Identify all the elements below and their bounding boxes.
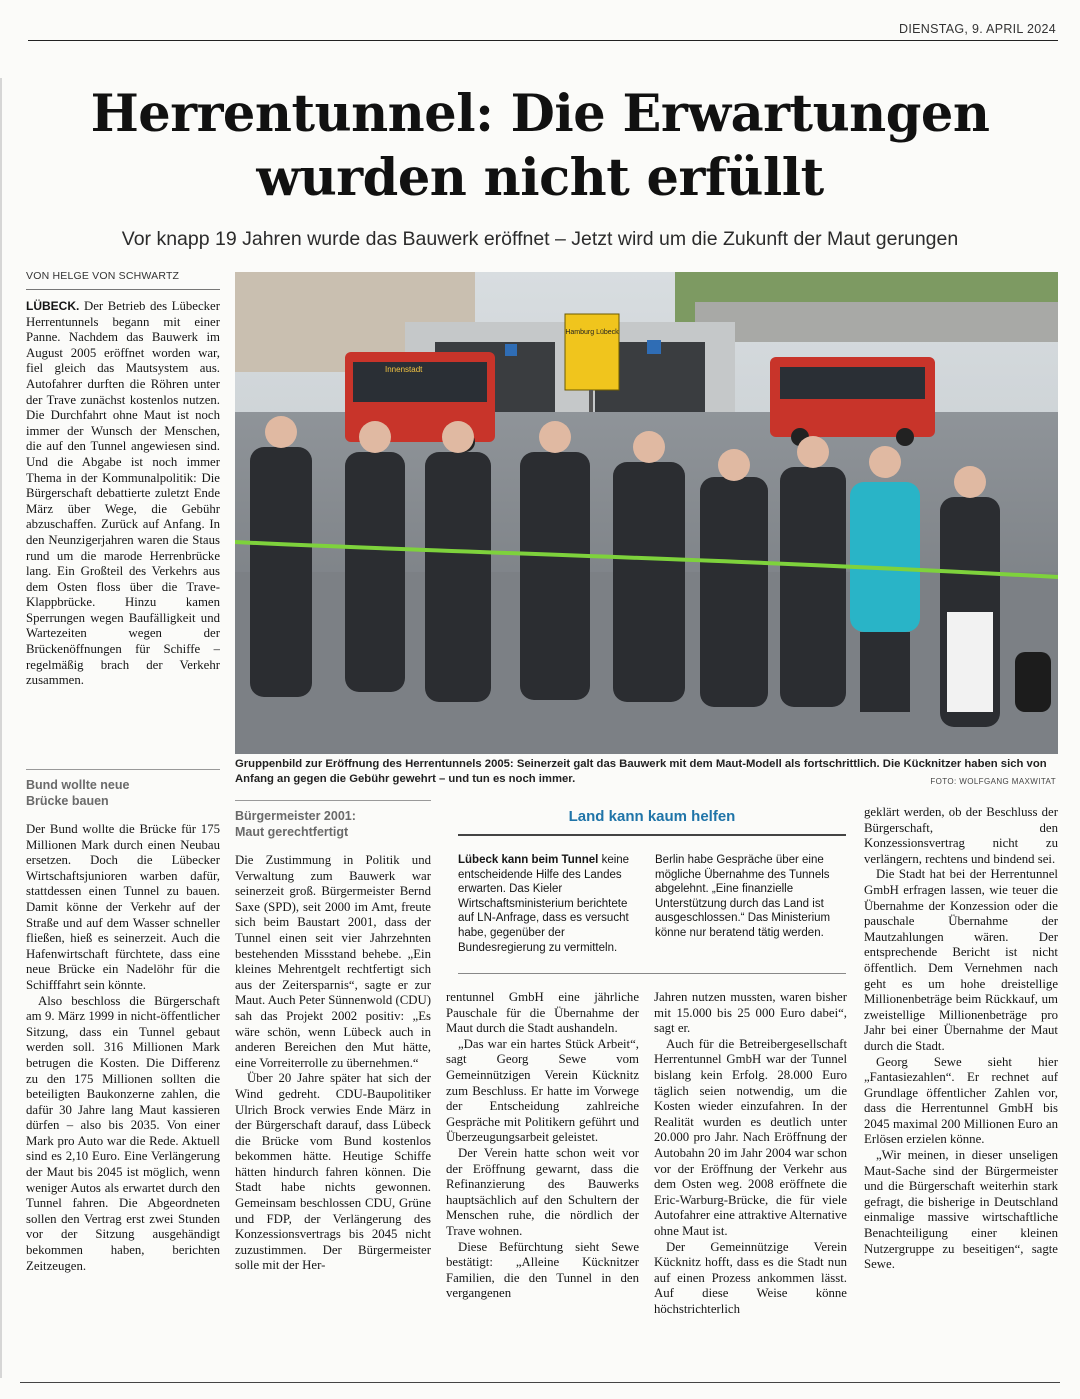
paragraph: Der Bund wollte die Brücke für 175 Millionen Mark durch einen Neubau ersetzen. Doch die Lübecker Wirtschaftsjunioren warben dafür, stattdessen einen Tunnel zu bauen. Damit könne der Verkehr auf der Straße und auf dem Wasser schneller fließen, hieß es seinerzeit. Auch die Hafenwirtschaft fürchtete, dass eine neue Brücke ein Nadelöhr für die Schifffahrt sein könnte. [26,822,220,992]
place-name: LÜBECK. [26,299,80,313]
photo-tunnel-opening [235,272,1058,754]
paragraph: „Wir meinen, in dieser unseligen Maut-Sache sind der Bürgermeister und die Bürgerschaft weiterhin stark gefragt, die bisherige in Deutschland einmalige massive wirtschaftliche Benachteiligung einer kleinen Nutzergruppe zu beseitigen“, sagte Sewe. [864,1148,1058,1272]
paragraph: Jahren nutzen mussten, waren bisher mit 15.000 bis 25 000 Euro dabei“, sagt er. [654,990,847,1036]
byline: VON HELGE VON SCHWARTZ [26,270,180,282]
article-column-5 [864,805,1058,1375]
article-column-4 [654,990,847,1373]
paragraph: rentunnel GmbH eine jährliche Pauschale für die Übernahme der Maut durch die Stadt aushandeln. [446,990,639,1036]
headline-line-1: Herrentunnel: Die Erwartungen [90,84,990,144]
bus-destination-text: Innenstadt [385,365,423,374]
paragraph: Also beschloss die Bürgerschaft am 9. März 1999 in nicht-öffentlicher Sitzung, dass ein Tunnel gebaut werden soll. 316 Millionen Mark betrugen die Kosten. Die Differenz zu den 175 Millionen sollten die beteiligten Baukonzerne zahlen, die dafür 30 Jahre lang Maut kassieren dürfen – also bis 2035. Von einer Mark pro Auto war die Rede. Aktuell sind es 2,10 Euro. Eine Verlängerung der Maut bis 2045 ist möglich, wenn weniger Autos als erwartet durch den Tunnel fahren. Die Abgeordneten sollen den Vertrag erst zwei Stunden vor der Sitzung ausgehändigt bekommen haben, berichten Zeitzeugen. [26,993,220,1273]
paragraph: Über 20 Jahre später hat sich der Wind gedreht. CDU-Baupolitiker Ulrich Brock verwies Ende März in der Bürgerschaft darauf, dass Lübeck die Brücke vom Bund kostenlos bekommen hätte. Heutige Schiffe hätten hindurch fahren können. Die Stadt habe nichts gewonnen. Gemeinsam beschlossen CDU, Grüne und FDP, der Verlängerung des Konzessionsvertrags bis 2045 nicht zuzustimmen. Der Bürgermeister solle mit der Her- [235,1071,431,1273]
paragraph: Die Stadt hat bei der Herrentunnel GmbH erfragen lassen, wie teuer die Übernahme der Konzession oder die pauschale Übernahme der Mautzahlungen wären. Der entsprechende Bericht ist nicht öffentlich. Dem Vernehmen nach geht es um hohe dreistellige Millionenbeträge beim Rückkauf, um zweistellige Millionenbeträge pro Jahr bei einer Übernahme der Maut durch die Stadt. [864,867,1058,1053]
paragraph: geklärt werden, ob der Beschluss der Bürgerschaft, den Konzessionsvertrag nicht zu verlängern, rechtens und bindend sei. [864,805,1058,866]
subtitle-rule [235,800,431,801]
infobox-column-1: Lübeck kann beim Tunnel keine entscheidende Hilfe des Landes erwarten. Das Kieler Wirtschaftsministerium berichtete auf LN-Anfrage, dass es versucht habe, gegenüber der Bundesregierung zu vermitteln. [458,854,630,954]
article-column-1 [26,299,220,761]
section-subtitle-bund: Bund wollte neue Brücke bauen [26,778,130,808]
article-column-1-lower [26,822,220,1372]
infobox-lead: Lübeck kann beim Tunnel [458,854,599,866]
bottom-rule [20,1382,1060,1383]
paragraph: „Das war ein hartes Stück Arbeit“, sagt Georg Sewe vom Gemeinnützigen Verein Kücknitz zum Beschluss. Er hatte im Vorwege der Entscheidung zahlreiche Gespräche mit Politikern geführt und Überzeugungsarbeit geleistet. [446,1036,639,1145]
headline [60,82,1020,210]
paragraph: Der Gemeinnützige Verein Kücknitz hofft, dass es die Stadt nun auf einen Prozess ankommen lässt. Auf diese Weise könne höchstrichterlich [654,1239,847,1316]
paragraph: Auch für die Betreibergesellschaft Herrentunnel GmbH war der Tunnel bislang kein Erfolg. 28.000 Euro täglich seien notwendig, um die Kosten wieder einzufahren. In der Realität wurden es deutlich unter 20.000 pro Jahr. Nach Eröffnung der Autobahn 20 im Jahr 2004 war schon vor der Eröffnung der Verkehr aus dem Osten weg. 2008 eröffnete die Eric-Warburg-Brücke, die für viele Autofahrer eine attraktive Alternative ohne Maut ist. [654,1036,847,1238]
left-margin-rule [0,78,2,1378]
article-column-3 [446,990,639,1373]
infobox-rule [458,834,846,836]
paragraph: LÜBECK. Der Betrieb des Lübecker Herrentunnels begann mit einer Panne. Nachdem das Bauwerk im August 2005 eröffnet worden war, fiel gleich das Mautsystem aus. Autofahrer durften die Röhren unter der Trave zunächst kostenlos nutzen. Die Durchfahrt ohne Maut ist noch immer der Wunsch der Menschen, die auf den Tunnel angewiesen sind. Und die Abgabe ist noch immer Thema in der Kommunalpolitik: Die Bürgerschaft debattierte zuletzt Ende März über Wege, die Gebühr abzuschaffen. Zurück auf Anfang. In den Neunzigerjahren waren die Staus rund um die marode Herrenbrücke lang. Ein Großteil des Verkehrs aus dem Osten floss über die Trave-Klappbrücke. Hinzu kamen Sperrungen wegen Baufälligkeit und Wartezeiten wegen der Brückenöffnungen für Schiffe – regelmäßig brach der Verkehr zusammen. [26,299,220,688]
section-subtitle-buergermeister: Bürgermeister 2001: Maut gerechtfertigt [235,809,356,839]
headline-line-2: wurden nicht erfüllt [256,148,824,208]
infobox-column-2: Berlin habe Gespräche über eine mögliche Übernahme des Tunnels abgelehnt. „Eine finanzielle Unterstützung durch das Land ist ausgeschlossen.“ Das Ministerium könne nur beratend tätig werden. [655,854,831,939]
subheadline: Vor knapp 19 Jahren wurde das Bauwerk eröffnet – Jetzt wird um die Zukunft der Maut gerungen [121,228,959,250]
byline-rule [26,289,220,290]
photo-illustration [235,272,1058,754]
road-sign-text: Hamburg Lübeck [565,329,619,336]
infobox-bottom-rule [458,973,846,974]
photo-caption: Gruppenbild zur Eröffnung des Herrentunnels 2005: Seinerzeit galt das Bauwerk mit dem Maut-Modell als fortschrittlich. Die Kücknitzer haben sich von Anfang an gegen die Gebühr gewehrt – und tun es noch immer. [235,758,1047,785]
paragraph: Die Zustimmung in Politik und Verwaltung zum Bauwerk war seinerzeit groß. Bürgermeister Bernd Saxe (SPD), seit 2000 im Amt, freute sich beim Baustart 2001, dass der Tunnel einen seit vier Jahrzehnten bestehenden Missstand behebe. „Ein kleines Mehrentgelt rechtfertigt sich aus der Zeitersparnis“, sagte er zur Maut. Auch Peter Sünnenwold (CDU) sah das Projekt 2002 positiv: „Es wäre schön, wenn Lübeck auch in anderen Bereichen den Mut hätte, eine Vorreiterrolle zu übernehmen.“ [235,853,431,1070]
paragraph: Georg Sewe sieht hier „Fantasiezahlen“. Er rechnet auf Grundlage öffentlicher Zahlen vor, dass die Herrentunnel GmbH bis 2045 maximal 200 Millionen Euro an Erlösen erzielen könne. [864,1054,1058,1147]
top-rule [28,40,1058,41]
dateline: DIENSTAG, 9. APRIL 2024 [899,22,1056,36]
paragraph: Der Verein hatte schon weit vor der Eröffnung gewarnt, dass die Refinanzierung des Bauwerks hauptsächlich auf den Schultern der Menschen ruhe, die nördlich der Trave wohnen. [446,1145,639,1238]
article-column-2 [235,853,431,1373]
infobox-heading: Land kann kaum helfen [568,808,736,825]
paragraph: Diese Befürchtung sieht Sewe bestätigt: „Alleine Kücknitzer Familien, die den Tunnel in den vergangenen [446,1239,639,1301]
subtitle-rule [26,769,220,770]
photo-credit: FOTO: WOLFGANG MAXWITAT [930,777,1056,786]
